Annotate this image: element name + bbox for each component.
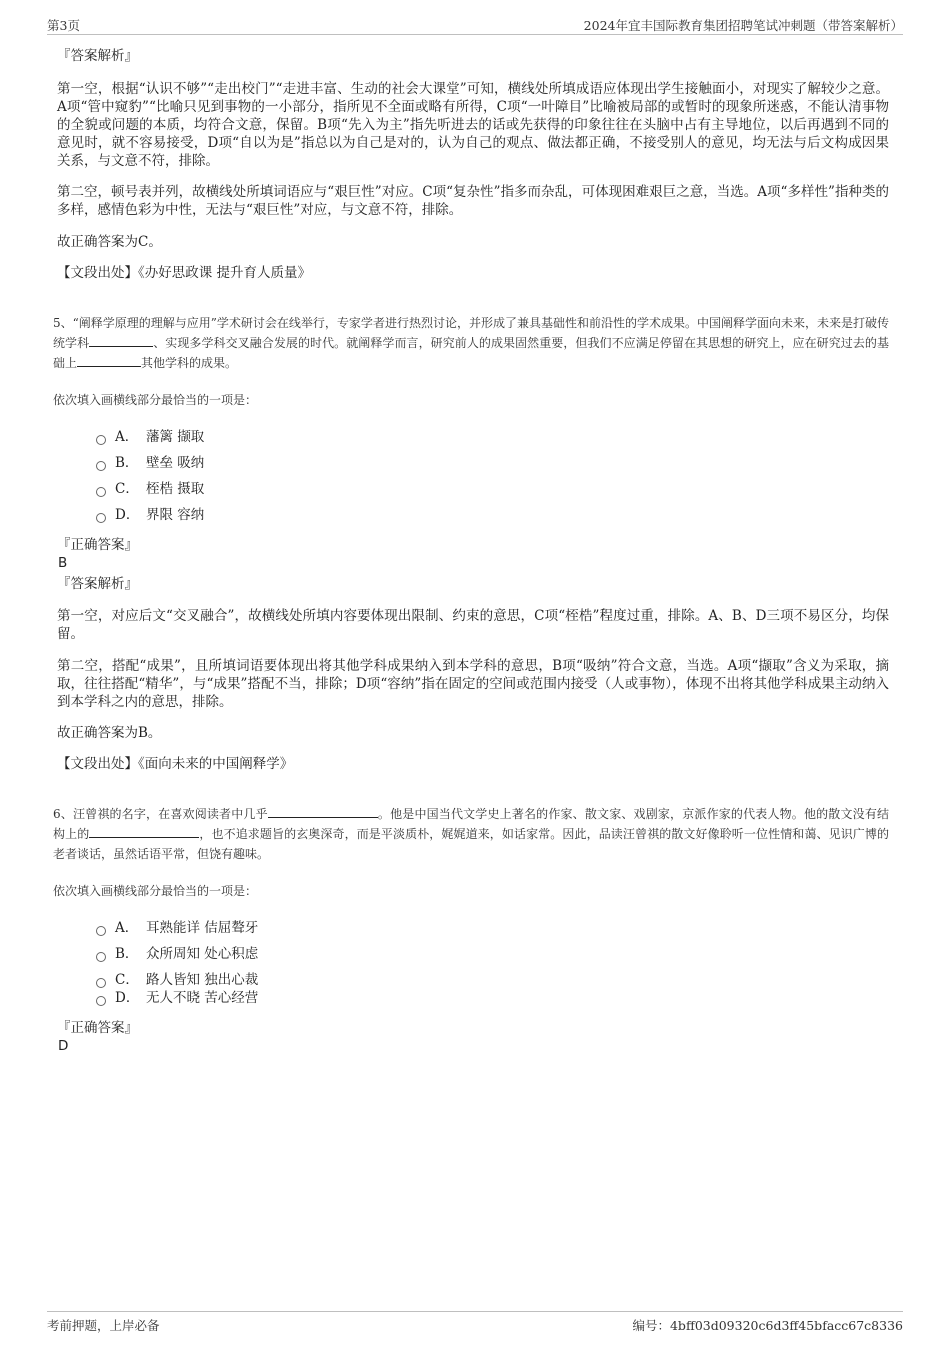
option-letter: C．: [115, 972, 139, 988]
radio-icon[interactable]: [96, 487, 106, 497]
q5-option-a[interactable]: [96, 428, 889, 454]
document-title: 2024年宜丰国际教育集团招聘笔试冲刺题（带答案解析）: [583, 18, 903, 33]
option-text: 藩篱 撷取: [146, 428, 205, 445]
option-letter: D．: [115, 506, 140, 523]
option-letter: D．: [115, 990, 140, 1006]
option-text: 无人不晓 苦心经营: [146, 990, 259, 1006]
footer-slogan: 考前押题，上岸必备: [47, 1318, 160, 1333]
option-text: 耳熟能详 佶屈聱牙: [146, 920, 259, 936]
radio-icon[interactable]: [96, 435, 106, 445]
q5-option-c[interactable]: [96, 480, 889, 506]
option-text: 壁垒 吸纳: [146, 454, 205, 471]
q4-analysis-label: 『答案解析』: [57, 48, 138, 64]
option-text: 桎梏 摄取: [146, 480, 205, 497]
q5-blank-2: [77, 354, 141, 367]
radio-icon[interactable]: [96, 926, 106, 936]
q5-option-b[interactable]: [96, 454, 889, 480]
option-letter: A．: [115, 920, 139, 936]
q5-text-part-3: 其他学科的成果。: [141, 355, 238, 370]
q6-question-text: [53, 804, 889, 864]
q6-option-b[interactable]: [96, 945, 889, 971]
page-header: [47, 14, 903, 35]
q5-prompt: 依次填入画横线部分最恰当的一项是：: [53, 392, 258, 407]
q6-text-part-1: 6、汪曾祺的名字，在喜欢阅读者中几乎: [53, 807, 268, 821]
page-content: [53, 46, 889, 1057]
q6-prompt: 依次填入画横线部分最恰当的一项是：: [53, 884, 258, 898]
q5-analysis-para-1: 第一空，对应后文“交叉融合”，故横线处所填内容要体现出限制、约束的意思，C项“桎梏”程度过重，排除。A、B、D三项不易区分，均保留。: [57, 608, 889, 642]
q5-option-d[interactable]: [96, 506, 889, 532]
q6-options: [96, 919, 889, 1015]
q5-answer-label: 『正确答案』: [57, 536, 138, 553]
q5-options: [96, 428, 889, 532]
q6-text-part-2: 。他是中国当代文学史上著名的作家、散文家、戏剧家，京派作家的代表人物。他的散文没有结构上的: [53, 807, 889, 841]
q6-text-part-3: ，也不追求题旨的玄奥深奇，而是平淡质朴，娓娓道来，如话家常。因此，品读汪曾祺的散文好像聆听一位性情和蔼、见识广博的老者谈话，虽然话语平常，但饶有趣味。: [53, 827, 889, 861]
q6-answer-value: D: [58, 1038, 69, 1054]
q4-analysis-para-1: 第一空，根据“认识不够”“走出校门”“走进丰富、生动的社会大课堂”可知，横线处所填成语应体现出学生接触面小，对现实了解较少之意。A项“管中窥豹”“比喻只见到事物的一小部分，指所见不全面或略有所得，C项“一叶障目”比喻被局部的或暂时的现象所迷惑，不能认清事物的全貌或问题的本质，均符合文意，保留。B项“先入为主”指先听进去的话或先获得的印象往往在头脑中占有主导地位，以后再遇到不同的意见时，就不容易接受，D项“自以为是”指总以为自己是对的，认为自己的观点、做法都正确，不接受别人的意见，均无法与后文构成因果关系，与文意不符，排除。: [57, 80, 889, 169]
radio-icon[interactable]: [96, 461, 106, 471]
option-letter: B．: [115, 946, 139, 962]
q5-answer-value: B: [58, 554, 68, 571]
q6-blank-2: [89, 825, 199, 838]
q5-question-text: [53, 313, 889, 373]
q6-option-a[interactable]: [96, 919, 889, 945]
q5-text-part-2: 、实现多学科交叉融合发展的时代。就阐释学而言，研究前人的成果固然重要，但我们不应满足停留在其思想的研究上，应在研究过去的基础上: [53, 335, 889, 370]
q5-blank-1: [89, 334, 153, 347]
option-text: 路人皆知 独出心裁: [146, 972, 259, 988]
q4-analysis-para-2: 第二空，顿号表并列，故横线处所填词语应与“艰巨性”对应。C项“复杂性”指多而杂乱，可体现困难艰巨之意，当选。A项“多样性”指种类的多样，感情色彩为中性，无法与“艰巨性”对应，与文意不符，排除。: [57, 184, 889, 218]
option-letter: B．: [115, 454, 139, 471]
q4-conclusion: 故正确答案为C。: [57, 233, 162, 250]
q5-conclusion: 故正确答案为B。: [57, 725, 162, 741]
document-id: 编号：4bff03d09320c6d3ff45bfacc67c8336: [632, 1318, 903, 1333]
option-text: 众所周知 处心积虑: [146, 946, 259, 962]
q5-text-part-1: 5、“阐释学原理的理解与应用”学术研讨会在线举行，专家学者进行热烈讨论，并形成了兼具基础性和前沿性的学术成果。中国阐释学面向未来，未来是打破传统学科: [53, 315, 889, 350]
q5-analysis-label: 『答案解析』: [57, 575, 138, 592]
page-footer: [47, 1311, 903, 1334]
radio-icon[interactable]: [96, 978, 106, 988]
option-letter: C．: [115, 480, 139, 497]
option-text: 界限 容纳: [146, 506, 205, 523]
q6-option-c[interactable]: [96, 971, 889, 989]
radio-icon[interactable]: [96, 952, 106, 962]
radio-icon[interactable]: [96, 513, 106, 523]
q5-analysis-para-2: 第二空，搭配“成果”，且所填词语要体现出将其他学科成果纳入到本学科的意思，B项“吸纳”符合文意，当选。A项“撷取”含义为采取，摘取，往往搭配“精华”，与“成果”搭配不当，排除；D项“容纳”指在固定的空间或范围内接受（人或事物），体现不出将其他学科成果主动纳入到本学科之内的意思，排除。: [57, 657, 889, 710]
q6-answer-label: 『正确答案』: [57, 1020, 138, 1036]
page-number: 第3页: [47, 18, 80, 33]
q5-source: 【文段出处】《面向未来的中国阐释学》: [57, 756, 294, 772]
radio-icon[interactable]: [96, 996, 106, 1006]
option-letter: A．: [115, 428, 139, 445]
q4-source: 【文段出处】《办好思政课 提升育人质量》: [57, 264, 312, 281]
q6-blank-1: [268, 805, 378, 818]
q6-option-d[interactable]: [96, 989, 889, 1015]
